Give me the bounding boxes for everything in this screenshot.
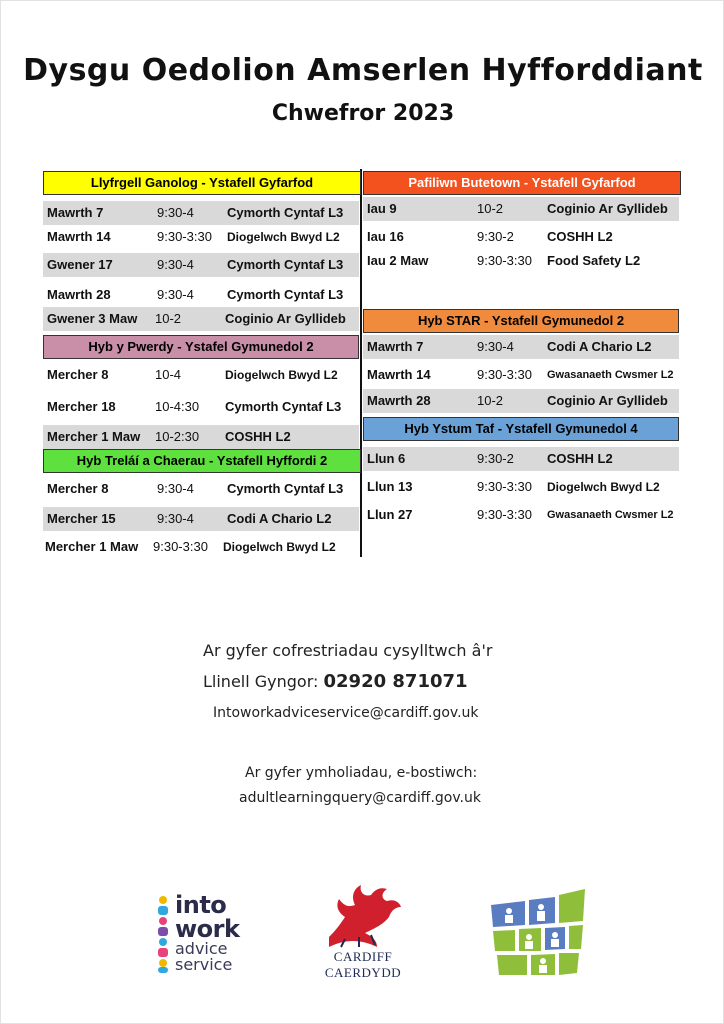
session-time: 10-2:30 bbox=[155, 429, 200, 444]
session-time: 9:30-4 bbox=[157, 257, 194, 272]
intowork-email[interactable]: Intoworkadviceservice@cardiff.gov.uk bbox=[213, 705, 479, 721]
schedule-row bbox=[43, 477, 359, 501]
course-name: Food Safety L2 bbox=[547, 253, 641, 268]
session-date: Mawrth 14 bbox=[367, 367, 431, 382]
course-name: Cymorth Cyntaf L3 bbox=[225, 399, 342, 414]
schedule-row bbox=[43, 395, 359, 419]
schedule-row bbox=[43, 535, 359, 559]
schedule-row bbox=[43, 283, 359, 307]
schedule-row bbox=[43, 307, 359, 331]
course-name: Codi A Chario L2 bbox=[547, 339, 652, 354]
course-name: Diogelwch Bwyd L2 bbox=[227, 230, 340, 244]
course-name: COSHH L2 bbox=[547, 451, 613, 466]
venue-header-pwerdy: Hyb y Pwerdy - Ystafel Gymunedol 2 bbox=[43, 335, 359, 359]
schedule-row bbox=[43, 225, 359, 249]
schedule-row bbox=[363, 475, 679, 499]
session-time: 9:30-3:30 bbox=[477, 479, 532, 494]
session-time: 10-4:30 bbox=[155, 399, 200, 414]
session-time: 10-2 bbox=[477, 393, 504, 408]
course-name: Coginio Ar Gyllideb bbox=[225, 311, 346, 326]
course-name: Cymorth Cyntaf L3 bbox=[227, 481, 344, 496]
logo-word-into: into bbox=[175, 891, 227, 919]
into-work-people-icon bbox=[155, 895, 171, 973]
session-date: Llun 13 bbox=[367, 479, 413, 494]
phone-number[interactable]: 02920 871071 bbox=[323, 671, 468, 692]
session-date: Mawrth 28 bbox=[47, 287, 111, 302]
course-name: Diogelwch Bwyd L2 bbox=[225, 368, 338, 382]
session-date: Mawrth 7 bbox=[367, 339, 424, 354]
schedule-row bbox=[363, 225, 679, 249]
schedule-row bbox=[43, 507, 359, 531]
session-date: Mercher 8 bbox=[47, 481, 109, 496]
session-date: Mercher 15 bbox=[47, 511, 116, 526]
schedule-row bbox=[363, 363, 679, 387]
session-time: 10-4 bbox=[155, 367, 182, 382]
schedule-row bbox=[363, 197, 679, 221]
session-time: 9:30-4 bbox=[157, 287, 194, 302]
session-date: Iau 16 bbox=[367, 229, 404, 244]
registration-intro: Ar gyfer cofrestriadau cysylltwch â'r bbox=[203, 641, 493, 660]
session-time: 9:30-3:30 bbox=[153, 539, 208, 554]
course-name: Gwasanaeth Cwsmer L2 bbox=[547, 509, 674, 521]
course-name: Coginio Ar Gyllideb bbox=[547, 201, 668, 216]
logo-word-advice: advice bbox=[175, 939, 228, 958]
session-time: 9:30-4 bbox=[157, 205, 194, 220]
session-date: Mawrth 28 bbox=[367, 393, 431, 408]
schedule-row bbox=[43, 201, 359, 225]
course-name: Cymorth Cyntaf L3 bbox=[227, 287, 344, 302]
session-date: Mercher 8 bbox=[47, 367, 109, 382]
cardiff-council-logo bbox=[315, 877, 411, 981]
session-date: Llun 6 bbox=[367, 451, 406, 466]
session-date: Mercher 1 Maw bbox=[47, 429, 141, 444]
session-time: 10-2 bbox=[477, 201, 504, 216]
advice-line-label: Llinell Gyngor: bbox=[203, 672, 319, 691]
session-time: 9:30-3:30 bbox=[477, 367, 532, 382]
schedule-row bbox=[363, 389, 679, 413]
session-time: 9:30-3:30 bbox=[477, 507, 532, 522]
session-date: Iau 9 bbox=[367, 201, 397, 216]
logo-word-cardiff: CARDIFF bbox=[333, 949, 393, 964]
session-date: Mercher 1 Maw bbox=[45, 539, 139, 554]
venue-header-trelai: Hyb Treláí a Chaerau - Ystafell Hyffordi 2 bbox=[43, 449, 361, 473]
course-name: COSHH L2 bbox=[547, 229, 613, 244]
venue-header-butetown: Pafiliwn Butetown - Ystafell Gyfarfod bbox=[363, 171, 681, 195]
schedule-row bbox=[363, 335, 679, 359]
logo-word-work: work bbox=[175, 915, 240, 943]
logo-word-caerdydd: CAERDYDD bbox=[324, 965, 402, 980]
session-time: 9:30-4 bbox=[157, 481, 194, 496]
session-date: Iau 2 Maw bbox=[367, 253, 429, 268]
session-date: Mawrth 14 bbox=[47, 229, 111, 244]
schedule-row bbox=[363, 447, 679, 471]
schedule-row bbox=[43, 363, 359, 387]
advice-line bbox=[203, 671, 724, 692]
course-name: Diogelwch Bwyd L2 bbox=[547, 480, 660, 494]
into-work-wordmark bbox=[175, 893, 239, 973]
logo-word-service: service bbox=[175, 955, 233, 974]
venue-header-star: Hyb STAR - Ystafell Gymunedol 2 bbox=[363, 309, 679, 333]
session-date: Gwener 3 Maw bbox=[47, 311, 138, 326]
schedule-row bbox=[363, 249, 679, 273]
page-subtitle: Chwefror 2023 bbox=[271, 101, 455, 126]
schedule-row bbox=[43, 425, 359, 449]
session-time: 9:30-4 bbox=[157, 511, 194, 526]
session-date: Gwener 17 bbox=[47, 257, 113, 272]
session-time: 10-2 bbox=[155, 311, 182, 326]
venue-header-llyfrgell: Llyfrgell Ganolog - Ystafell Gyfarfod bbox=[43, 171, 361, 195]
into-work-logo bbox=[151, 893, 261, 977]
session-date: Mercher 18 bbox=[47, 399, 116, 414]
session-time: 9:30-3:30 bbox=[477, 253, 532, 268]
session-date: Mawrth 7 bbox=[47, 205, 104, 220]
adult-learning-grid-icon bbox=[489, 887, 587, 977]
adult-learning-logo bbox=[489, 887, 587, 977]
schedule-row bbox=[363, 503, 679, 527]
adult-learning-email[interactable]: adultlearningquery@cardiff.gov.uk bbox=[239, 790, 481, 806]
course-name: Gwasanaeth Cwsmer L2 bbox=[547, 369, 674, 381]
course-name: COSHH L2 bbox=[225, 429, 291, 444]
course-name: Cymorth Cyntaf L3 bbox=[227, 257, 344, 272]
column-divider bbox=[360, 169, 362, 557]
course-name: Codi A Chario L2 bbox=[227, 511, 332, 526]
session-date: Llun 27 bbox=[367, 507, 413, 522]
welsh-dragon-icon bbox=[315, 877, 411, 949]
session-time: 9:30-3:30 bbox=[157, 229, 212, 244]
venue-header-ystum: Hyb Ystum Taf - Ystafell Gymunedol 4 bbox=[363, 417, 679, 441]
course-name: Coginio Ar Gyllideb bbox=[547, 393, 668, 408]
course-name: Diogelwch Bwyd L2 bbox=[223, 540, 336, 554]
session-time: 9:30-4 bbox=[477, 339, 514, 354]
schedule-row bbox=[43, 253, 359, 277]
session-time: 9:30-2 bbox=[477, 451, 514, 466]
session-time: 9:30-2 bbox=[477, 229, 514, 244]
enquiries-intro: Ar gyfer ymholiadau, e-bostiwch: bbox=[245, 765, 478, 781]
course-name: Cymorth Cyntaf L3 bbox=[227, 205, 344, 220]
page-title: Dysgu Oedolion Amserlen Hyfforddiant bbox=[23, 53, 703, 88]
